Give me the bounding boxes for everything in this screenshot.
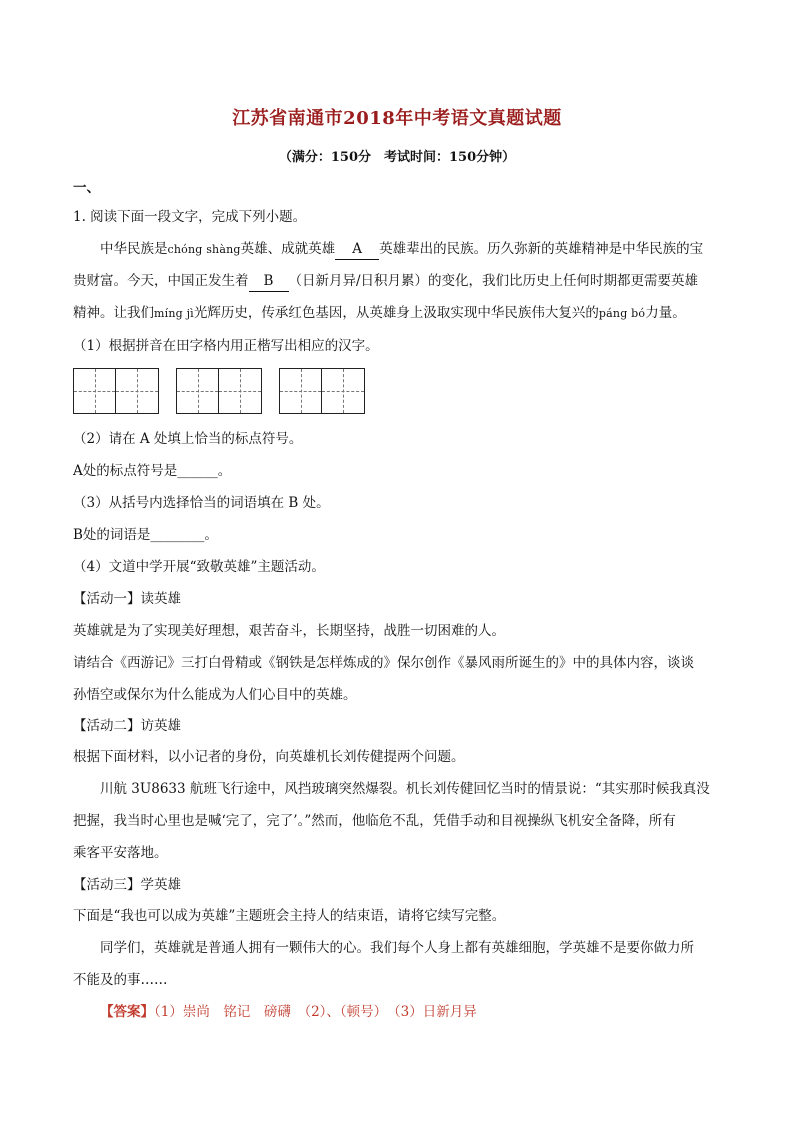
blank-b: B [249,271,289,292]
grid-cell[interactable] [177,369,219,413]
activity-2-title: 【活动二】访英雄 [73,718,181,734]
passage-line-3: 精神。让我们míng jì光辉历史，传承红色基因，从英雄身上汲取实现中华民族伟大复兴的páng bó力量。 [73,305,686,321]
grid-cell[interactable] [74,369,116,413]
answer-line [100,1002,477,1022]
activity-2-material-1: 川航 3U8633 航班飞行途中，风挡玻璃突然爆裂。机长刘传健回忆当时的情景说：“其实那时候我真没 [100,781,710,797]
answer-tag: 【答案】 [100,1004,154,1020]
blank-a: A [335,239,379,260]
subquestion-3: （3）从括号内选择恰当的词语填在 B 处。 [73,495,330,511]
activity-3-material-2: 不能及的事…… [73,972,168,988]
activity-1-text-2: 请结合《西游记》三打白骨精或《钢铁是怎样炼成的》保尔创作《暴风雨所诞生的》中的具体内容，谈谈 [73,655,694,671]
activity-3-material-1: 同学们，英雄就是普通人拥有一颗伟大的心。我们每个人身上都有英雄细胞，学英雄不是要你做力所 [100,940,694,956]
grid-cell[interactable] [219,369,261,413]
passage-line-1: 中华民族是chóng shàng英雄、成就英雄 A 英雄辈出的民族。历久弥新的英雄精神是中华民族的宝 [100,239,703,260]
activity-3-title: 【活动三】学英雄 [73,877,181,893]
page-subtitle: （满分：150分 考试时间：150分钟） [278,150,516,165]
activity-1-text-3: 孙悟空或保尔为什么能成为人们心目中的英雄。 [73,687,357,703]
activity-2-material-3: 乘客平安落地。 [73,845,168,861]
activity-1-text-1: 英雄就是为了实现美好理想，艰苦奋斗，长期坚持，战胜一切困难的人。 [73,623,505,639]
passage-line-2: 贵财富。今天，中国正发生着 B （日新月异/日积月累）的变化，我们比历史上任何时期都更需要英雄 [73,271,698,292]
pinyin-mingji: míng jì [154,307,194,320]
pinyin-pangbo: páng bó [598,307,646,320]
grid-cell[interactable] [322,369,364,413]
subquestion-1: （1）根据拼音在田字格内用正楷写出相应的汉字。 [73,338,379,354]
grid-cell[interactable] [280,369,322,413]
tianzige-grid-1[interactable] [73,368,159,414]
section-label: 一、 [73,180,100,196]
activity-2-material-2: 把握，我当时心里也是喊‘完了，完了’。”然而，他临危不乱，凭借手动和目视操纵飞机安全备降，所有 [73,813,676,829]
activity-2-text-1: 根据下面材料，以小记者的身份，向英雄机长刘传健提两个问题。 [73,749,465,765]
activity-1-title: 【活动一】读英雄 [73,591,181,607]
pinyin-chongshang: chóng shàng [167,243,241,256]
page-title: 江苏省南通市2018年中考语文真题试题 [232,108,562,129]
subquestion-3-fill: B处的词语是________。 [73,527,218,543]
question-intro: 1. 阅读下面一段文字，完成下列小题。 [73,209,307,225]
grid-cell[interactable] [116,369,158,413]
subquestion-2: （2）请在 A 处填上恰当的标点符号。 [73,431,303,447]
subquestion-2-fill: A处的标点符号是______。 [73,463,232,479]
subquestion-4: （4）文道中学开展“致敬英雄”主题活动。 [73,559,325,575]
tianzige-grid-2[interactable] [176,368,262,414]
answer-text: （1）崇尚 铭记 磅礴 （2）、（顿号） （3）日新月异 [154,1004,477,1020]
tianzige-grid-3[interactable] [279,368,365,414]
activity-3-text-1: 下面是“我也可以成为英雄”主题班会主持人的结束语，请将它续写完整。 [73,908,506,924]
